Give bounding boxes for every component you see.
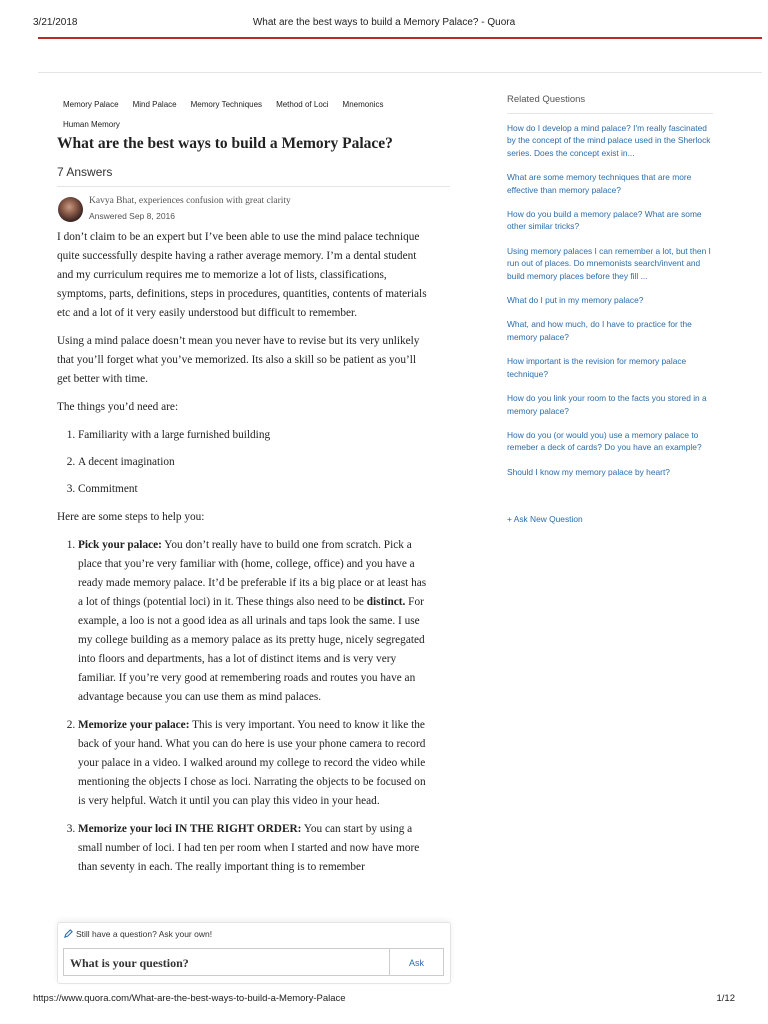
answer-count: 7 Answers xyxy=(57,165,113,179)
step-text: You can start by using a small number of loci. I had ten per room when I started and now have more than seventy in each. The really important thing is to remember xyxy=(78,823,420,873)
topic-tag[interactable]: Human Memory xyxy=(63,120,120,129)
answer-paragraph: I don’t claim to be an expert but I’ve been able to use the mind palace technique quite successfully despite having a rather average memory. I’m a dental student and my curriculum requires me to memorize a lot of lists, classifications, symptoms, parts, definitions, steps in procedures, quantities, contents of materials etc and a lot of it very easily understood but difficult to remember. xyxy=(57,231,427,319)
related-question-link[interactable]: Using memory palaces I can remember a lot, but then I run out of places. Do mnemonists search/invent and build memory places before they fill ... xyxy=(507,245,711,281)
related-question-link[interactable]: What do I put in my memory palace? xyxy=(507,295,644,306)
answer-paragraph: Here are some steps to help you: xyxy=(57,511,205,523)
related-question-link[interactable]: How important is the revision for memory palace technique? xyxy=(507,356,687,379)
answer-body xyxy=(57,228,432,886)
nav-divider xyxy=(38,72,762,73)
topic-tags xyxy=(63,95,463,135)
print-date: 3/21/2018 xyxy=(33,17,78,28)
step-emphasis: distinct. xyxy=(366,596,406,608)
needs-list xyxy=(57,426,432,499)
steps-list xyxy=(57,536,432,877)
ask-button[interactable]: Ask xyxy=(389,948,444,976)
step-text: For example, a loo is not a good idea as all urinals and taps look the same. I use my college building as a memory palace as its pretty huge, nicely segregated into floors and departments, has a lot of distinct items and is very very familiar. If you’re very good at remembering roads and routes you have an advantage because you can use them as mind palaces. xyxy=(78,596,425,703)
answered-date[interactable]: Answered Sep 8, 2016 xyxy=(89,211,176,221)
topic-tag[interactable]: Memory Techniques xyxy=(190,100,263,109)
related-questions-heading: Related Questions xyxy=(507,94,586,105)
ask-prompt xyxy=(64,929,212,939)
topic-tag[interactable]: Memory Palace xyxy=(63,100,119,109)
list-item: 1. Familiarity with a large furnished building xyxy=(78,426,432,445)
list-item xyxy=(78,536,432,707)
list-item xyxy=(78,716,432,811)
ask-new-question-link[interactable]: + Ask New Question xyxy=(507,514,583,524)
step-heading: Memorize your palace: xyxy=(78,719,190,731)
print-footer-url: https://www.quora.com/What-are-the-best-ways-to-build-a-Memory-Palace xyxy=(33,993,346,1004)
step-heading: Pick your palace: xyxy=(78,539,162,551)
related-question-link[interactable]: What are some memory techniques that are more effective than memory palace? xyxy=(507,172,692,195)
print-page-number: 1/12 xyxy=(716,993,735,1004)
avatar[interactable] xyxy=(58,197,83,222)
related-question-link[interactable]: How do I develop a mind palace? I'm really fascinated by the concept of the mind palace used in the Sherlock series. Does the concept exist in... xyxy=(507,123,711,158)
related-question-link[interactable]: How do you (or would you) use a memory palace to remeber a deck of cards? Do you have an example? xyxy=(507,429,702,453)
answer-count-divider xyxy=(57,186,450,187)
topic-tag[interactable]: Method of Loci xyxy=(276,100,329,109)
topic-tag[interactable]: Mnemonics xyxy=(342,100,384,109)
header-divider xyxy=(38,37,762,39)
list-item xyxy=(78,820,432,877)
related-question-link[interactable]: What, and how much, do I have to practice for the memory palace? xyxy=(507,319,692,342)
related-question-link[interactable]: How do you link your room to the facts you stored in a memory palace? xyxy=(507,393,707,416)
answer-paragraph: Using a mind palace doesn’t mean you never have to revise but its very unlikely that you’ll forget what you’ve memorized. Its also a skill so be patient as you’ll get better with time. xyxy=(57,335,420,385)
answer-paragraph: The things you’d need are: xyxy=(57,401,179,413)
related-question-link[interactable]: How do you build a memory palace? What are some other similar tricks? xyxy=(507,209,702,232)
question-title[interactable]: What are the best ways to build a Memory Palace? xyxy=(57,135,393,152)
ask-prompt-label: Still have a question? Ask your own! xyxy=(76,929,213,939)
step-text: You don’t really have to build one from scratch. Pick a place that you’re very familiar with (home, college, office) and you have a ready made memory palace. It’d be preferable if its a big place or at least has a lot of things (potential loci) in it. These things also need to be xyxy=(78,539,427,608)
question-input[interactable]: What is your question? xyxy=(63,948,389,976)
list-item: 3. Commitment xyxy=(78,480,432,499)
list-item: 2. A decent imagination xyxy=(78,453,432,472)
related-divider xyxy=(507,113,713,114)
related-question-link[interactable]: Should I know my memory palace by heart? xyxy=(507,466,670,477)
related-questions-list xyxy=(507,122,715,490)
step-heading: Memorize your loci IN THE RIGHT ORDER: xyxy=(78,823,302,835)
step-text: This is very important. You need to know it like the back of your hand. What you can do here is use your phone camera to record your palace in a video. I walked around my college to record the video while mentioning the objects I chose as loci. Narrating the objects to be focused on is very helpful. Watch it until you can play this video in your head. xyxy=(78,719,426,807)
topic-tag[interactable]: Mind Palace xyxy=(132,100,177,109)
print-header xyxy=(33,17,735,33)
author-credential[interactable]: Kavya Bhat, experiences confusion with great clarity xyxy=(89,196,291,206)
print-page-title: What are the best ways to build a Memory Palace? - Quora xyxy=(252,17,516,28)
pencil-icon xyxy=(64,929,73,938)
